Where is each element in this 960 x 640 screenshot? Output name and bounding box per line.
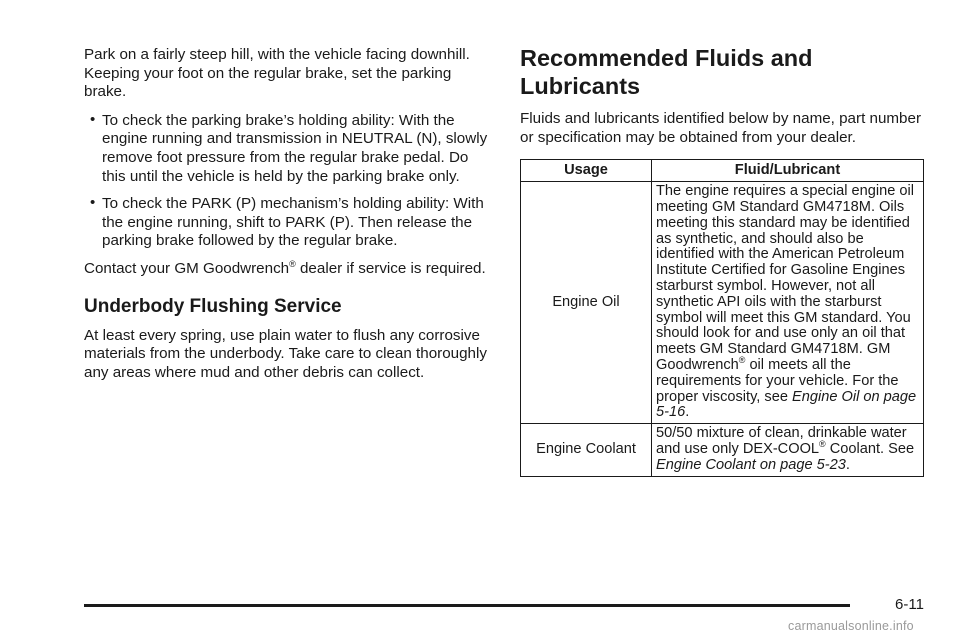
left-column (84, 46, 494, 382)
table-header-row (521, 160, 924, 182)
column-header-usage: Usage (521, 160, 652, 182)
footer-rule (84, 604, 850, 607)
section-paragraph: At least every spring, use plain water to flush any corrosive materials from the underbody. Take care to clean thoroughly any areas where mud and other debris can collect. (84, 326, 487, 381)
cross-reference-link[interactable]: Engine Coolant on page 5-23 (656, 456, 846, 473)
column-header-fluid: Fluid/Lubricant (652, 160, 924, 182)
page-number: 6-11 (895, 596, 924, 613)
fluids-table (520, 159, 924, 476)
registered-mark: ® (289, 258, 296, 269)
table-row (521, 424, 924, 476)
usage-cell: Engine Coolant (521, 424, 652, 476)
fluid-cell: The engine requires a special engine oil meeting GM Standard GM4718M. Oils meeting this standard may be identified as synthetic, and should also be identified with the American Petroleum Institute Certified for Gasoline Engines starburst symbol. However, not all synthetic API oils with the starburst symbol will meet this GM standard. You should look for and use only an oil that meets GM Standard GM4718M. GM Goodwrench® oil meets all the requirements for your vehicle. For the proper viscosity, see Engine Oil on page 5-16. (652, 182, 924, 424)
bullet-icon: • (90, 110, 96, 128)
fluids-intro: Fluids and lubricants identified below by name, part number or specification may be obtained from your dealer. (520, 110, 922, 146)
table-row (521, 182, 924, 424)
bullet-icon: • (90, 194, 96, 212)
registered-mark: ® (819, 439, 826, 450)
list-item: • To check the parking brake’s holding ability: With the engine running and transmission in NEUTRAL (N), slowly remove foot pressure from the regular brake pedal. Do this until the vehicle is held by the parking brake only. (90, 110, 488, 185)
intro-paragraph: Park on a fairly steep hill, with the vehicle facing downhill. Keeping your foot on the regular brake, set the parking brake. (84, 46, 470, 101)
contact-paragraph: Contact your GM Goodwrench® dealer if service is required. (84, 258, 486, 277)
watermark: carmanualsonline.info (788, 619, 914, 633)
cross-reference-link[interactable]: Engine Oil on page 5-16 (656, 388, 917, 421)
section-heading: Underbody Flushing Service (84, 295, 342, 317)
registered-mark: ® (738, 355, 746, 366)
right-column (520, 44, 924, 477)
check-list (84, 112, 494, 251)
list-item: • To check the PARK (P) mechanism’s holding ability: With the engine running, shift to PARK (P). Then release the parking brake followed by the regular brake. (90, 194, 484, 250)
page-heading: Recommended Fluids and Lubricants (520, 45, 813, 99)
usage-cell: Engine Oil (521, 182, 652, 424)
fluid-cell: 50/50 mixture of clean, drinkable water and use only DEX-COOL® Coolant. See Engine Coolant on page 5-23. (652, 424, 924, 476)
